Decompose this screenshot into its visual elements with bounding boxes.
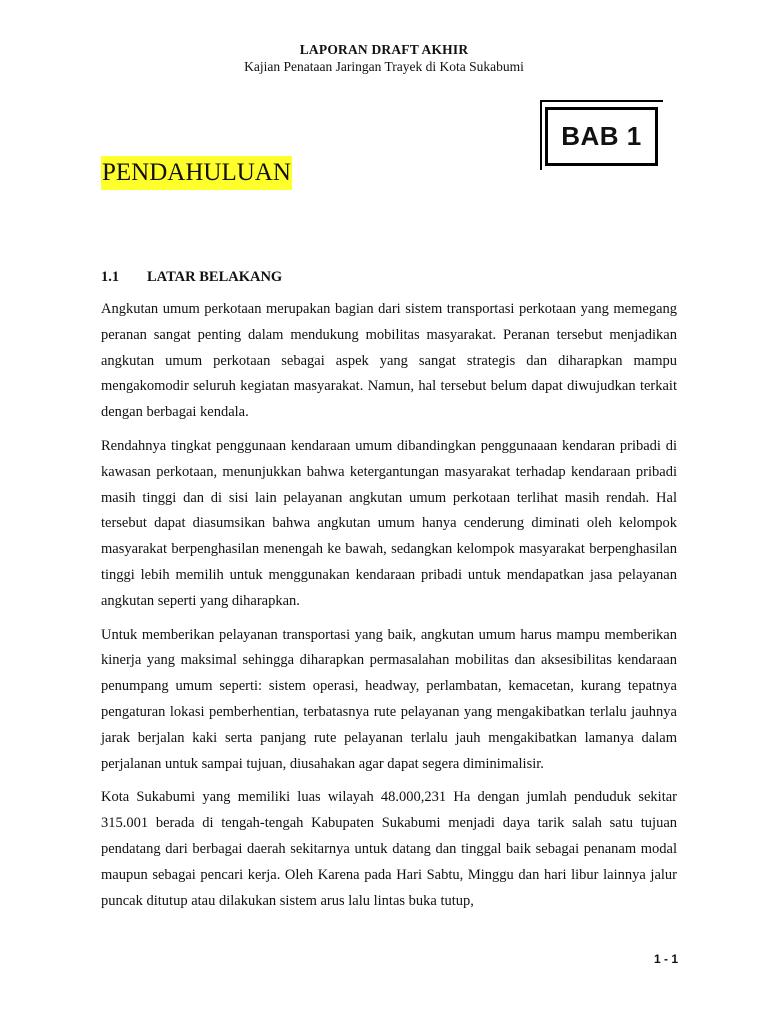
paragraph: Untuk memberikan pelayanan transportasi yang baik, angkutan umum harus mampu memberikan kinerja yang maksimal sehingga diharapkan permasalahan mobilitas dan aksesibilitas kendaraan penumpang umum seperti: sistem operasi, headway, perlambatan, kemacetan, kurang tepatnya pengaturan lokasi pemberhentian, terbatasnya rute pelayanan yang mengakibatkan terlalu jauhnya jarak berjalan kaki serta panjang rute pelayanan terlalu jauh mengakibatkan lamanya dalam perjalanan untuk sampai tujuan, diusahakan agar dapat segera diminimalisir. (101, 626, 677, 772)
paragraph: Angkutan umum perkotaan merupakan bagian dari sistem transportasi perkotaan yang memegang peranan sangat penting dalam mendukung mobilitas masyarakat. Peranan tersebut menjadikan angkutan umum perkotaan sebagai aspek yang sangat strategis dan diharapkan mampu mengakomodir seluruh kegiatan masyarakat. Namun, hal tersebut belum dapat diwujudkan terkait dengan berbagai kendala. (101, 301, 677, 421)
report-subtitle: Kajian Penataan Jaringan Trayek di Kota Sukabumi (244, 59, 524, 74)
chapter-label-box (545, 107, 658, 166)
chapter-title: PENDAHULUAN (101, 156, 292, 190)
chapter-label: BAB 1 (561, 121, 642, 151)
body-text (101, 297, 677, 922)
section-heading (101, 268, 282, 286)
page-number: 1 - 1 (653, 952, 678, 966)
chapter-frame-top-line (540, 100, 663, 102)
section-number: 1.1 (101, 269, 120, 285)
document-header (0, 41, 768, 75)
report-title: LAPORAN DRAFT AKHIR (299, 42, 469, 57)
paragraph: Kota Sukabumi yang memiliki luas wilayah 48.000,231 Ha dengan jumlah penduduk sekitar 315.001 berada di tengah-tengah Kabupaten Sukabumi menjadi daya tarik salah satu tujuan pendatang dari berbagai daerah sekitarnya untuk datang dan tinggal baik sebagai penanam modal maupun sebagai pencari kerja. Oleh Karena pada Hari Sabtu, Minggu dan hari libur lainnya jalur puncak ditutup atau dilakukan sistem arus lalu lintas buka tutup, (101, 789, 677, 909)
paragraph: Rendahnya tingkat penggunaan kendaraan umum dibandingkan penggunaaan kendaran pribadi di kawasan perkotaan, menunjukkan bahwa ketergantungan masyarakat terhadap kendaraan pribadi masih tinggi dan di sisi lain pelayanan angkutan umum perkotaan terlihat masih rendah. Hal tersebut dapat diasumsikan bahwa angkutan umum hanya cenderung diminati oleh kelompok masyarakat berpenghasilan menengah ke bawah, sedangkan kelompok masyarakat berpenghasilan tinggi lebih memilih untuk menggunakan kendaraan pribadi untuk mendapatkan jasa pelayanan angkutan seperti yang diharapkan. (101, 437, 677, 609)
section-title: LATAR BELAKANG (147, 269, 283, 285)
chapter-frame-left-line (540, 100, 542, 170)
